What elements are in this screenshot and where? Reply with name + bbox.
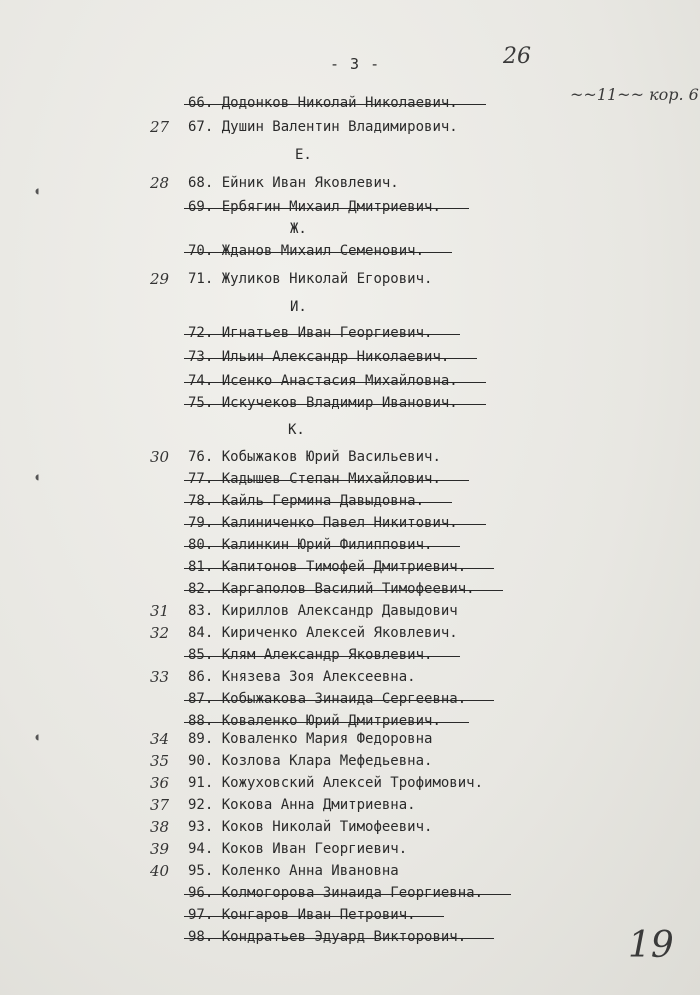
entry-text: [188, 816, 432, 838]
list-entry: [188, 728, 432, 750]
entry-name: Кобыжакова Зинаида Сергеевна.: [221, 691, 467, 707]
struck-list-entry: [188, 512, 458, 534]
entry-name: Коваленко Мария Федоровна: [221, 731, 433, 747]
entry-name: Кожуховский Алексей Трофимович.: [221, 775, 484, 791]
entry-number: 77.: [188, 471, 214, 487]
list-entry: [188, 838, 407, 860]
struck-list-entry: [188, 556, 466, 578]
hole-punch-mark: ◖: [34, 732, 41, 743]
entry-number: 78.: [188, 493, 214, 509]
entry-number: 94.: [188, 841, 214, 857]
entry-text: [188, 556, 466, 578]
entry-number: 97.: [188, 907, 214, 923]
entry-text: [188, 268, 432, 290]
struck-list-entry: [188, 882, 483, 904]
entry-name: Кадышев Степан Михайлович.: [221, 471, 441, 487]
section-letter: К.: [288, 422, 305, 438]
entry-text: [188, 534, 432, 556]
entry-name: Кайль Гермина Давыдовна.: [221, 493, 425, 509]
struck-list-entry: [188, 370, 458, 392]
entry-name: Кириченко Алексей Яковлевич.: [221, 625, 458, 641]
entry-number: 91.: [188, 775, 214, 791]
list-entry: [188, 750, 432, 772]
entry-number: 84.: [188, 625, 214, 641]
list-entry: [188, 816, 432, 838]
entry-name: Игнатьев Иван Георгиевич.: [221, 325, 433, 341]
entry-name: Клям Александр Яковлевич.: [221, 647, 433, 663]
entry-text: [188, 240, 424, 262]
list-entry: [188, 666, 416, 688]
entry-text: [188, 750, 432, 772]
list-entry: [188, 600, 458, 622]
entry-text: [188, 446, 441, 468]
entry-name: Ейник Иван Яковлевич.: [221, 175, 399, 191]
struck-list-entry: [188, 392, 458, 414]
handwritten-bottom-number: 19: [628, 925, 674, 966]
entry-text: [188, 904, 416, 926]
handwritten-box-note: ~~11~~ кор. 6: [570, 85, 699, 104]
entry-number: 81.: [188, 559, 214, 575]
entry-text: [188, 578, 475, 600]
entry-text: [188, 322, 432, 344]
entry-number: 73.: [188, 349, 214, 365]
entry-number: 87.: [188, 691, 214, 707]
margin-count-number: 38: [150, 818, 170, 836]
entry-name: Ильин Александр Николаевич.: [221, 349, 450, 365]
handwritten-folio-number: 26: [503, 44, 531, 69]
entry-number: 89.: [188, 731, 214, 747]
margin-count-number: 35: [150, 752, 170, 770]
entry-text: [188, 468, 441, 490]
entry-name: Кокова Анна Дмитриевна.: [221, 797, 416, 813]
entry-number: 88.: [188, 713, 214, 729]
entry-text: [188, 688, 466, 710]
list-entry: [188, 116, 458, 138]
page-number: - 3 -: [330, 55, 381, 73]
entry-name: Колмогорова Зинаида Георгиевна.: [221, 885, 484, 901]
entry-text: [188, 490, 424, 512]
list-entry: [188, 446, 441, 468]
entry-number: 66.: [188, 95, 214, 111]
margin-count-number: 34: [150, 730, 170, 748]
struck-list-entry: [188, 578, 475, 600]
struck-list-entry: [188, 196, 441, 218]
struck-list-entry: [188, 468, 441, 490]
entry-text: [188, 116, 458, 138]
entry-name: Коков Николай Тимофеевич.: [221, 819, 433, 835]
entry-number: 71.: [188, 271, 214, 287]
entry-number: 75.: [188, 395, 214, 411]
margin-count-number: 40: [150, 862, 170, 880]
entry-number: 93.: [188, 819, 214, 835]
margin-count-number: 28: [150, 174, 170, 192]
entry-name: Каргаполов Василий Тимофеевич.: [221, 581, 475, 597]
entry-text: [188, 346, 449, 368]
entry-number: 69.: [188, 199, 214, 215]
margin-count-number: 31: [150, 602, 170, 620]
entry-text: [188, 728, 432, 750]
margin-count-number: 27: [150, 118, 170, 136]
margin-count-number: 37: [150, 796, 170, 814]
entry-number: 80.: [188, 537, 214, 553]
entry-number: 67.: [188, 119, 214, 135]
entry-number: 96.: [188, 885, 214, 901]
margin-count-number: 36: [150, 774, 170, 792]
entry-number: 98.: [188, 929, 214, 945]
struck-list-entry: [188, 490, 424, 512]
entry-name: Додонков Николай Николаевич.: [221, 95, 458, 111]
entry-text: [188, 644, 432, 666]
list-entry: [188, 860, 399, 882]
entry-number: 83.: [188, 603, 214, 619]
entry-name: Ербягин Михаил Дмитриевич.: [221, 199, 441, 215]
margin-count-number: 29: [150, 270, 170, 288]
struck-list-entry: [188, 534, 432, 556]
entry-number: 85.: [188, 647, 214, 663]
entry-text: [188, 666, 416, 688]
entry-text: [188, 196, 441, 218]
list-entry: [188, 622, 458, 644]
hole-punch-mark: ◖: [34, 472, 41, 483]
entry-name: Коваленко Юрий Дмитриевич.: [221, 713, 441, 729]
entry-text: [188, 794, 416, 816]
entry-number: 92.: [188, 797, 214, 813]
section-letter: Е.: [295, 147, 312, 163]
entry-name: Кобыжаков Юрий Васильевич.: [221, 449, 441, 465]
entry-name: Жуликов Николай Егорович.: [221, 271, 433, 287]
entry-name: Кондратьев Эдуард Викторович.: [221, 929, 467, 945]
entry-number: 86.: [188, 669, 214, 685]
entry-number: 76.: [188, 449, 214, 465]
struck-list-entry: [188, 688, 466, 710]
entry-name: Князева Зоя Алексеевна.: [221, 669, 416, 685]
entry-text: [188, 838, 407, 860]
entry-number: 70.: [188, 243, 214, 259]
section-letter: Ж.: [290, 221, 307, 237]
entry-number: 72.: [188, 325, 214, 341]
margin-count-number: 39: [150, 840, 170, 858]
entry-text: [188, 92, 458, 114]
entry-name: Коков Иван Георгиевич.: [221, 841, 408, 857]
entry-name: Исенко Анастасия Михайловна.: [221, 373, 458, 389]
list-entry: [188, 772, 483, 794]
margin-count-number: 32: [150, 624, 170, 642]
entry-name: Искучеков Владимир Иванович.: [221, 395, 458, 411]
entry-name: Конгаров Иван Петрович.: [221, 907, 416, 923]
entry-name: Калиниченко Павел Никитович.: [221, 515, 458, 531]
entry-name: Капитонов Тимофей Дмитриевич.: [221, 559, 467, 575]
entry-number: 95.: [188, 863, 214, 879]
struck-list-entry: [188, 904, 416, 926]
entry-text: [188, 926, 466, 948]
entry-name: Душин Валентин Владимирович.: [221, 119, 458, 135]
entry-text: [188, 370, 458, 392]
entry-text: [188, 772, 483, 794]
entry-name: Жданов Михаил Семенович.: [221, 243, 425, 259]
section-letter: И.: [290, 299, 307, 315]
struck-list-entry: [188, 926, 466, 948]
entry-name: Козлова Клара Мефедьевна.: [221, 753, 433, 769]
entry-text: [188, 882, 483, 904]
entry-name: Калинкин Юрий Филиппович.: [221, 537, 433, 553]
entry-name: Коленко Анна Ивановна: [221, 863, 399, 879]
entry-text: [188, 512, 458, 534]
margin-count-number: 33: [150, 668, 170, 686]
entry-text: [188, 600, 458, 622]
entry-text: [188, 622, 458, 644]
entry-number: 90.: [188, 753, 214, 769]
entry-number: 82.: [188, 581, 214, 597]
entry-number: 79.: [188, 515, 214, 531]
list-entry: [188, 794, 416, 816]
struck-list-entry: [188, 644, 432, 666]
struck-list-entry: [188, 92, 458, 114]
list-entry: [188, 268, 432, 290]
list-entry: [188, 172, 399, 194]
entry-number: 68.: [188, 175, 214, 191]
struck-list-entry: [188, 346, 449, 368]
hole-punch-mark: ◖: [34, 186, 41, 197]
entry-name: Кириллов Александр Давыдович: [221, 603, 458, 619]
margin-count-number: 30: [150, 448, 170, 466]
struck-list-entry: [188, 240, 424, 262]
entry-text: [188, 172, 399, 194]
entry-number: 74.: [188, 373, 214, 389]
struck-list-entry: [188, 322, 432, 344]
entry-text: [188, 392, 458, 414]
entry-text: [188, 860, 399, 882]
